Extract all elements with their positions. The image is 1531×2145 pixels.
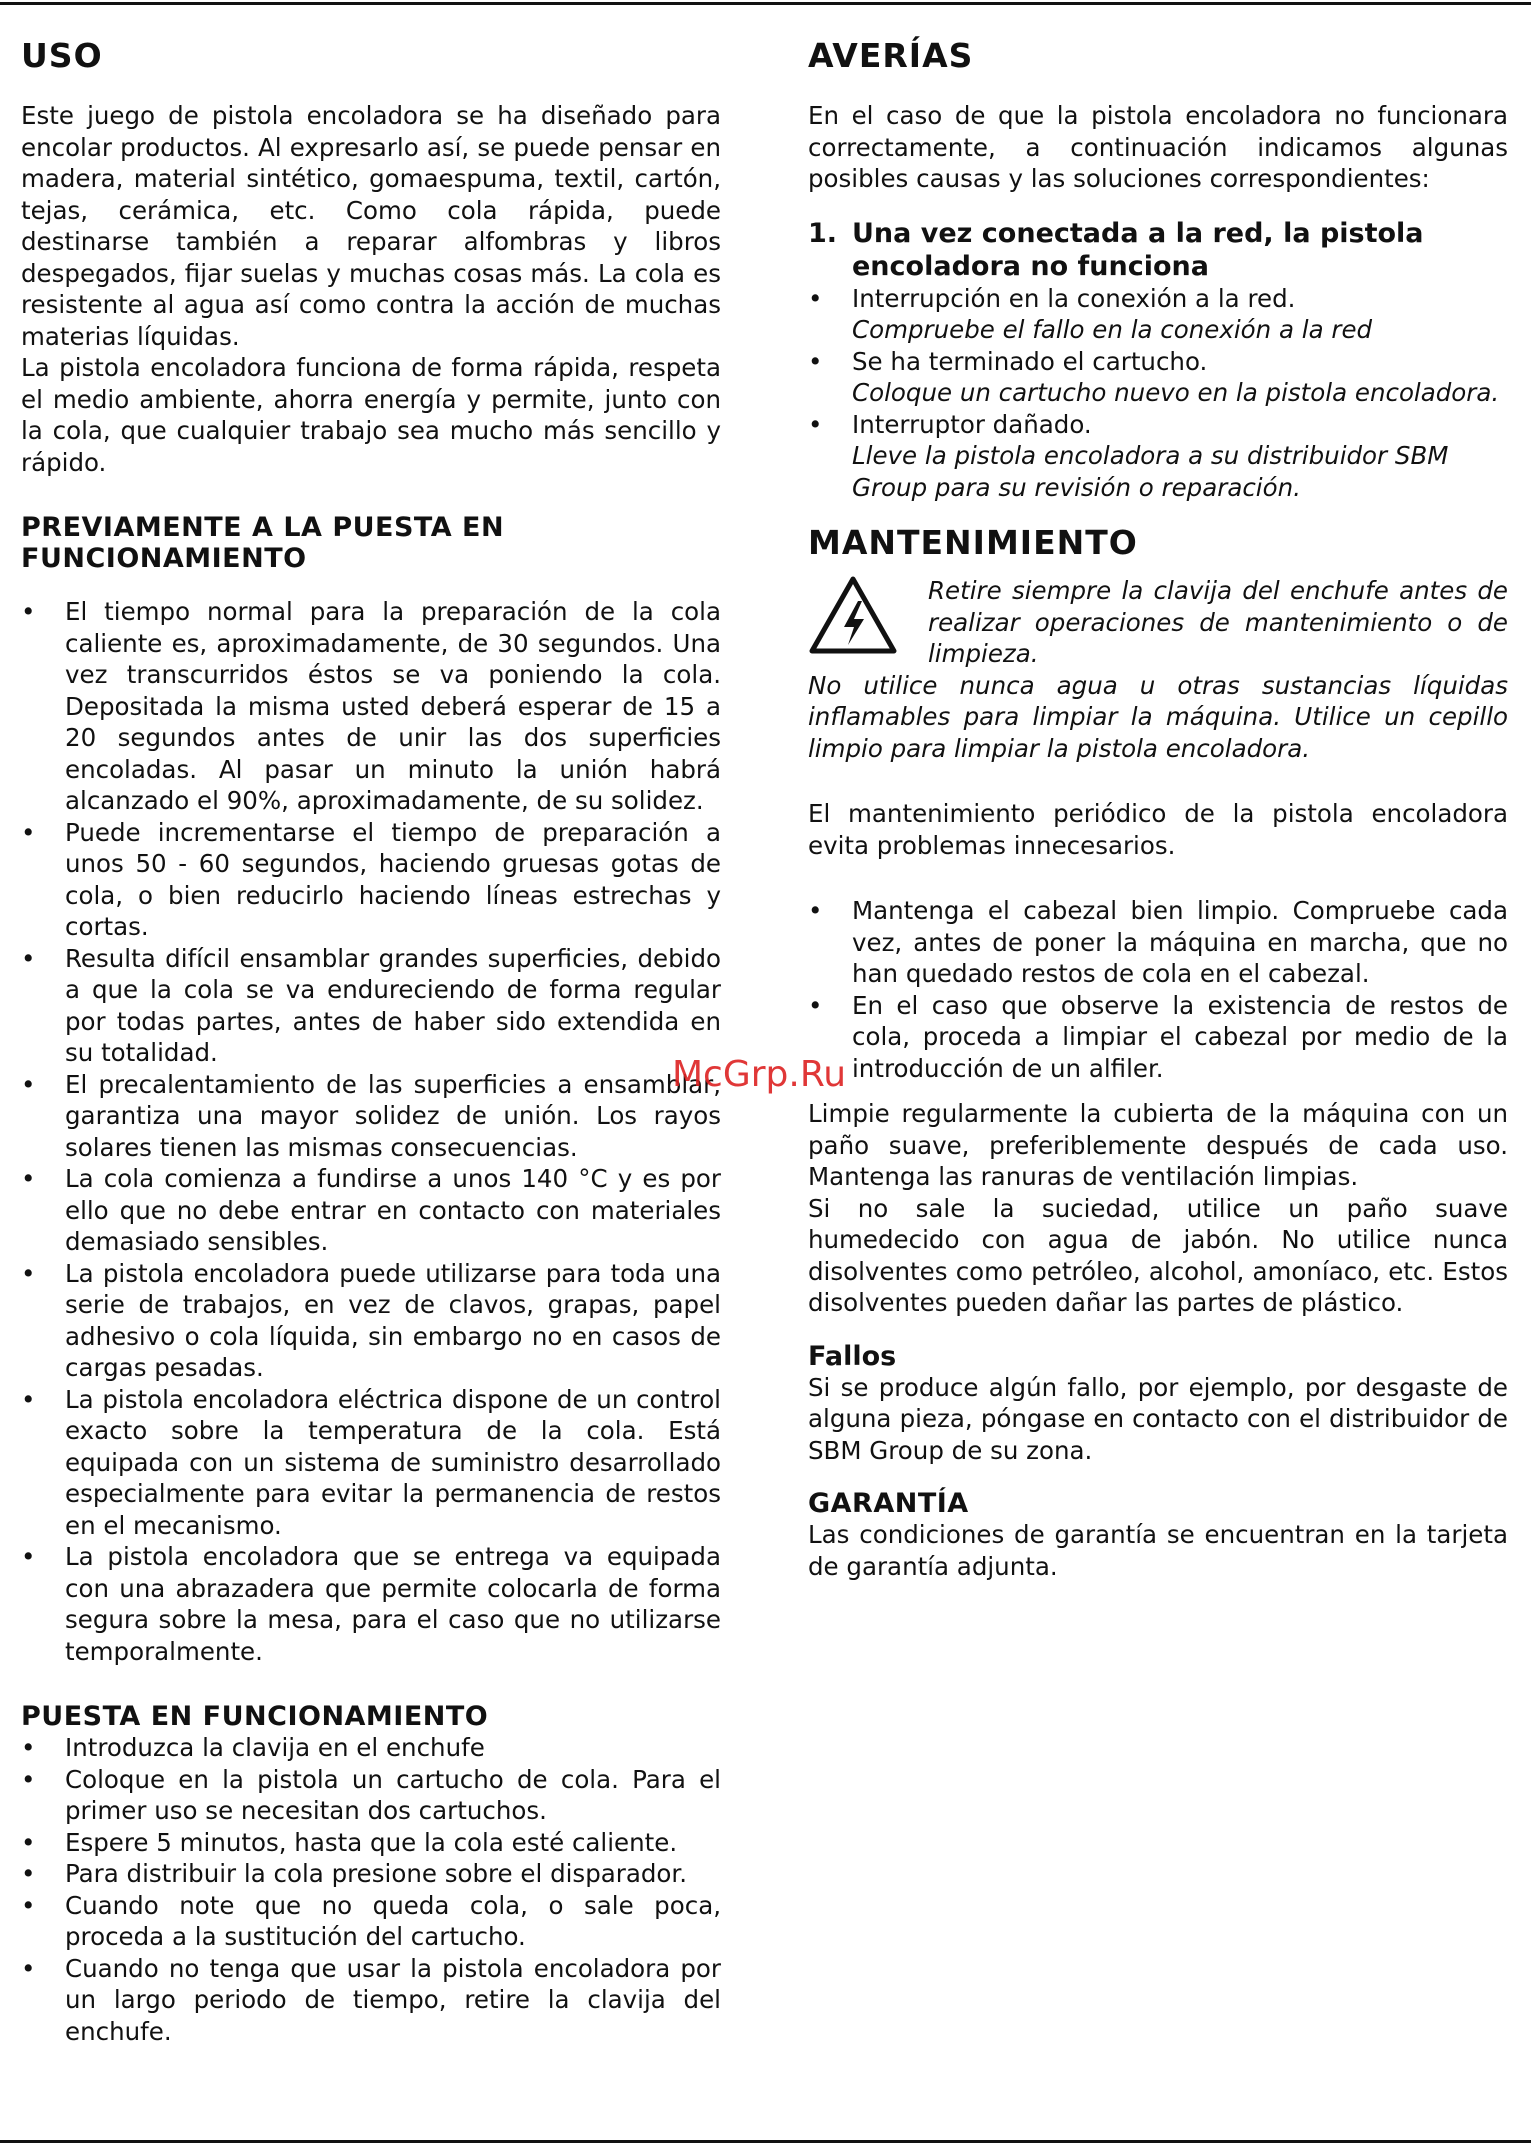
list-item: • Introduzca la clavija en el enchufe: [21, 1732, 721, 1764]
puesta-list: [21, 1732, 721, 2047]
list-item: • En el caso que observe la existencia de restos de cola, proceda a limpiar el cabezal por medio de la introducción de un alfiler.: [808, 990, 1508, 1085]
uso-paragraph-1: Este juego de pistola encoladora se ha diseñado para encolar productos. Al expresarlo así, se puede pensar en madera, material sintético, gomaespuma, textil, cartón, tejas, cerámica, etc. Como cola rápida, puede destinarse también a reparar alfombras y libros despegados, fijar suelas y muchas cosas más. La cola es resistente al agua así como contra la acción de muchas materias líquidas.: [21, 101, 721, 351]
garantia-text: Las condiciones de garantía se encuentran en la tarjeta de garantía adjunta.: [808, 1520, 1508, 1581]
list-item: • Resulta difícil ensamblar grandes superficies, debido a que la cola se va endureciendo de forma regular por todas partes, antes de haber sido extendida en su totalidad.: [21, 943, 721, 1069]
list-item: • El tiempo normal para la preparación de la cola caliente es, aproximadamente, de 30 segundos. Una vez transcurridos éstos se va poniendo la cola. Depositada la misma usted deberá esperar de 15 a 20 segundos antes de unir las dos superficies encoladas. Al pasar un minuto la unión habrá alcanzado el 90%, aproximadamente, de su solidez.: [21, 596, 721, 817]
list-item: • La cola comienza a fundirse a unos 140 °C y es por ello que no debe entrar en contacto con materiales demasiado sensibles.: [21, 1163, 721, 1258]
list-item: • La pistola encoladora que se entrega va equipada con una abrazadera que permite colocarla de forma segura sobre la mesa, para el caso que no utilizarse temporalmente.: [21, 1541, 721, 1667]
list-item: • Espere 5 minutos, hasta que la cola esté caliente.: [21, 1827, 721, 1859]
fix-text: Coloque un cartucho nuevo en la pistola encoladora.: [852, 378, 1500, 407]
warning-box: [808, 575, 1508, 764]
puesta-title: PUESTA EN FUNCIONAMIENTO: [21, 1701, 489, 1732]
list-item: • La pistola encoladora puede utilizarse para toda una serie de trabajos, en vez de clavos, grapas, papel adhesivo o cola líquida, sin embargo no en casos de cargas pesadas.: [21, 1258, 721, 1384]
cause-item: • Se ha terminado el cartucho.: [808, 346, 1508, 378]
averias-subtitle: [808, 217, 1508, 283]
fallos-title: Fallos: [808, 1340, 897, 1372]
mantenimiento-paragraph-3: Si no sale la suciedad, utilice un paño suave humedecido con agua de jabón. No utilice nunca disolventes como petróleo, alcohol, amoníaco, etc. Estos disolventes pueden dañar las partes de plástico.: [808, 1193, 1508, 1317]
averias-number: 1.: [808, 217, 838, 249]
averias-intro: En el caso de que la pistola encoladora no funcionara correctamente, a continuación indicamos algunas posibles causas y las soluciones correspondientes:: [808, 101, 1508, 193]
warning-text-first: Retire siempre la clavija del enchufe antes de realizar operaciones de mantenimiento o de limpieza.: [928, 576, 1508, 668]
list-item: • Mantenga el cabezal bien limpio. Compruebe cada vez, antes de poner la máquina en marcha, que no han quedado restos de cola en el cabezal.: [808, 895, 1508, 990]
fix-text: Compruebe el fallo en la conexión a la red: [852, 315, 1373, 344]
top-rule: [0, 2, 1531, 5]
list-item: • La pistola encoladora eléctrica dispone de un control exacto sobre la temperatura de la cola. Está equipada con un sistema de suministro desarrollado especialmente para evitar la permanencia de restos en el mecanismo.: [21, 1384, 721, 1542]
list-item: • El precalentamiento de las superficies a ensamblar, garantiza una mayor solidez de unión. Los rayos solares tienen las mismas consecuencias.: [21, 1069, 721, 1164]
cause-item: • Interrupción en la conexión a la red.: [808, 283, 1508, 315]
bottom-rule: [0, 2140, 1531, 2143]
mantenimiento-paragraph-2: Limpie regularmente la cubierta de la máquina con un paño suave, preferiblemente después de cada uso. Mantenga las ranuras de ventilación limpias.: [808, 1099, 1508, 1191]
previamente-list: [21, 596, 721, 1667]
mantenimiento-list: [808, 895, 1508, 1084]
fallos-text: Si se produce algún fallo, por ejemplo, por desgaste de alguna pieza, póngase en contacto con el distribuidor de SBM Group de su zona.: [808, 1372, 1508, 1465]
averias-causes: [808, 283, 1508, 315]
list-item: • Coloque en la pistola un cartucho de cola. Para el primer uso se necesitan dos cartuchos.: [21, 1764, 721, 1827]
averias-causes-2: [808, 346, 1508, 378]
averias-subtitle-text: Una vez conectada a la red, la pistola encoladora no funciona: [852, 217, 1424, 282]
left-column: [21, 30, 721, 2047]
mantenimiento-paragraph-1: El mantenimiento periódico de la pistola encoladora evita problemas innecesarios.: [808, 799, 1508, 860]
cause-item: • Interruptor dañado.: [808, 409, 1508, 441]
list-item: • Cuando no tenga que usar la pistola encoladora por un largo periodo de tiempo, retire la clavija del enchufe.: [21, 1953, 721, 2048]
list-item: • Cuando note que no queda cola, o sale poca, proceda a la sustitución del cartucho.: [21, 1890, 721, 1953]
previamente-title: PREVIAMENTE A LA PUESTA EN FUNCIONAMIENTO: [21, 512, 505, 574]
list-item: • Puede incrementarse el tiempo de preparación a unos 50 - 60 segundos, haciendo gruesas gotas de cola, o bien reducirlo haciendo líneas estrechas y cortas.: [21, 817, 721, 943]
watermark: McGrp.Ru: [672, 1054, 847, 1095]
electric-hazard-icon: [808, 575, 898, 655]
right-column: [808, 30, 1508, 1582]
averias-causes-3: [808, 409, 1508, 441]
warning-text-rest: No utilice nunca agua u otras sustancias líquidas inflamables para limpiar la máquina. Utilice un cepillo limpio para limpiar la pistola encoladora.: [808, 670, 1508, 763]
garantia-title: GARANTÍA: [808, 1488, 969, 1519]
list-item: • Para distribuir la cola presione sobre el disparador.: [21, 1858, 721, 1890]
mantenimiento-title: MANTENIMIENTO: [808, 523, 1138, 562]
uso-paragraph-2: La pistola encoladora funciona de forma rápida, respeta el medio ambiente, ahorra energía y permite, junto con la cola, que cualquier trabajo sea mucho más sencillo y rápido.: [21, 353, 721, 477]
uso-title: USO: [21, 36, 103, 75]
fix-text: Lleve la pistola encoladora a su distribuidor SBM Group para su revisión o reparación.: [852, 441, 1449, 502]
averias-title: AVERÍAS: [808, 36, 974, 75]
